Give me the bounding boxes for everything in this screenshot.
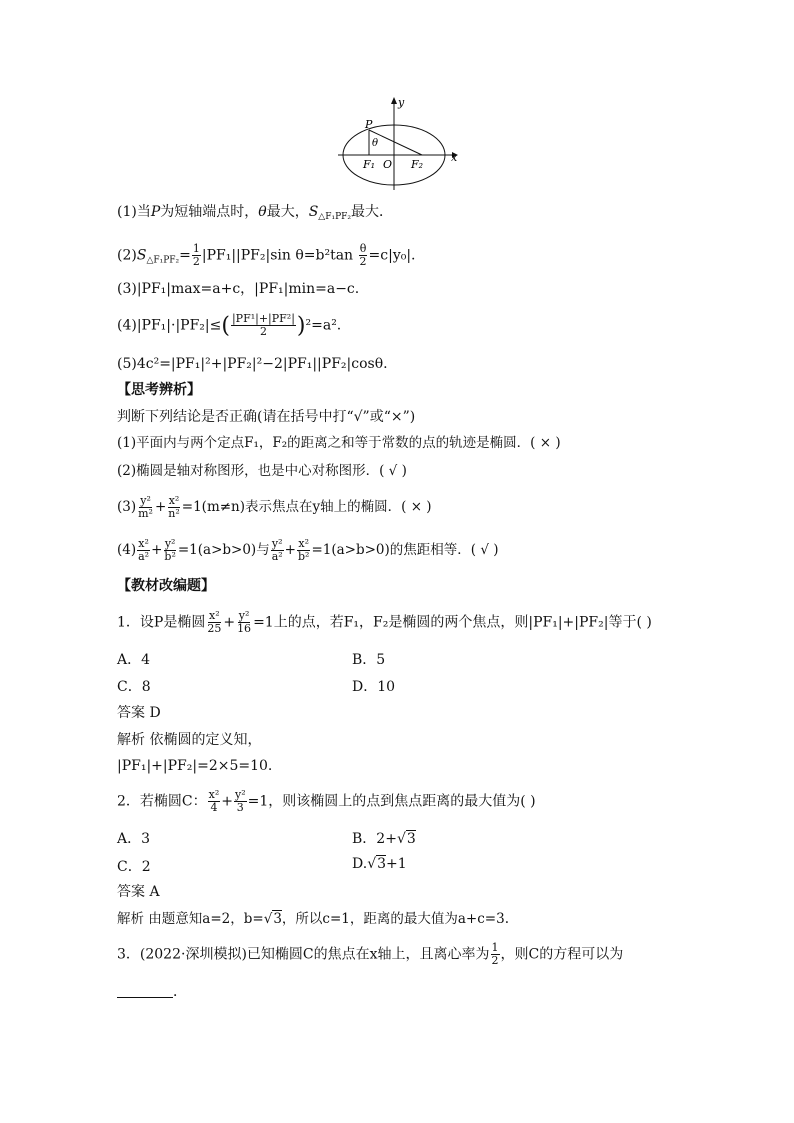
text: (1)当 bbox=[117, 204, 151, 220]
text: =c|y₀|. bbox=[368, 247, 416, 264]
text: +1 bbox=[386, 856, 407, 872]
property-5: (5)4c²=|PF₁|²+|PF₂|²−2|PF₁||PF₂|cosθ. bbox=[117, 356, 388, 372]
numerator: x² bbox=[208, 788, 220, 801]
numerator: y² bbox=[271, 537, 283, 550]
fraction-y2-a2 bbox=[271, 538, 284, 563]
denominator: 4 bbox=[210, 801, 218, 814]
numerator: x² bbox=[298, 537, 310, 550]
denominator: m² bbox=[138, 507, 153, 520]
numerator: 1 bbox=[491, 941, 499, 954]
denominator: b² bbox=[297, 550, 310, 563]
fraction-y2-16 bbox=[236, 610, 252, 635]
text: 1．设P是椭圆 bbox=[117, 614, 206, 631]
text: 最大， bbox=[266, 204, 309, 220]
text: =1上的点，若F₁，F₂是椭圆的两个焦点，则|PF₁|+|PF₂|等于( ) bbox=[253, 614, 652, 631]
sqrt-symbol: √ bbox=[396, 831, 406, 847]
fraction-x2-a2 bbox=[137, 538, 150, 563]
text: |PF₁||PF₂|sin θ=b²tan bbox=[201, 247, 358, 264]
q1-answer: 答案 D bbox=[117, 705, 161, 721]
text: + bbox=[221, 793, 233, 810]
sqrt-symbol: √ bbox=[263, 911, 273, 927]
denominator: 2 bbox=[259, 325, 267, 338]
text: 解析 由题意知a=2，b= bbox=[117, 911, 264, 927]
numerator: y² bbox=[164, 537, 176, 550]
q2-option-d[interactable] bbox=[352, 856, 407, 872]
q1-analysis: 解析 依椭圆的定义知， bbox=[117, 732, 262, 748]
f2-label: F₂ bbox=[411, 158, 424, 171]
think-q4 bbox=[117, 538, 499, 563]
q1-option-a[interactable]: A．4 bbox=[117, 652, 151, 668]
theta-label: θ bbox=[372, 138, 379, 149]
denominator: n² bbox=[168, 507, 180, 520]
textbook-heading: 【教材改编题】 bbox=[117, 578, 215, 594]
property-3: (3)|PF₁|max=a+c，|PF₁|min=a−c. bbox=[117, 281, 360, 297]
ellipse-diagram bbox=[0, 0, 794, 200]
text: ²=a². bbox=[305, 317, 342, 334]
textbook-q1 bbox=[117, 610, 652, 635]
paren-open: ( bbox=[221, 313, 230, 339]
numerator: x² bbox=[209, 609, 220, 622]
numerator: y² bbox=[234, 788, 246, 801]
think-intro: 判断下列结论是否正确(请在括号中打“√”或“×”) bbox=[117, 409, 416, 425]
var: S bbox=[136, 247, 147, 264]
fraction-y2-3 bbox=[234, 789, 247, 814]
denominator: 2 bbox=[192, 255, 200, 268]
q1-option-b[interactable]: B．5 bbox=[352, 652, 386, 668]
q2-analysis bbox=[117, 909, 509, 929]
text: =1，则该椭圆上的点到焦点距离的最大值为( ) bbox=[247, 793, 536, 810]
fraction-x2-n2 bbox=[167, 495, 181, 520]
denominator: 16 bbox=[237, 622, 252, 635]
text: ，所以c=1，距离的最大值为a+c=3. bbox=[281, 911, 509, 927]
var: θ bbox=[258, 204, 267, 220]
fraction-x2-b2 bbox=[297, 538, 310, 563]
denominator: 2 bbox=[359, 255, 367, 268]
fraction-y2-b2 bbox=[163, 538, 176, 563]
q2-option-a[interactable]: A．3 bbox=[117, 831, 151, 847]
subscript: △F₁PF₂ bbox=[146, 255, 180, 266]
f1-label: F₁ bbox=[363, 158, 376, 171]
x-label: x bbox=[451, 151, 458, 164]
q2-answer: 答案 A bbox=[117, 884, 160, 900]
text: (4) bbox=[117, 542, 137, 558]
fraction-x2-4 bbox=[208, 789, 221, 814]
fraction-half bbox=[491, 942, 500, 967]
radicand: 3 bbox=[273, 911, 282, 927]
fraction-y2-m2 bbox=[137, 495, 154, 520]
text: D. bbox=[352, 856, 368, 872]
q2-option-c[interactable]: C．2 bbox=[117, 859, 151, 875]
radicand: 3 bbox=[377, 856, 387, 872]
denominator: a² bbox=[271, 550, 283, 563]
q1-analysis-2: |PF₁|+|PF₂|=2×5=10. bbox=[117, 758, 273, 774]
fraction-x2-25 bbox=[206, 610, 222, 635]
text: + bbox=[151, 542, 163, 558]
fraction-half bbox=[192, 243, 201, 268]
fraction-mean bbox=[231, 313, 296, 338]
think-heading: 【思考辨析】 bbox=[117, 382, 201, 398]
text: (4)|PF₁|·|PF₂|≤ bbox=[117, 317, 222, 334]
think-q2: (2)椭圆是轴对称图形，也是中心对称图形．( √ ) bbox=[117, 463, 407, 479]
numerator: y² bbox=[140, 494, 151, 507]
q1-option-d[interactable]: D．10 bbox=[352, 679, 396, 695]
think-q1: (1)平面内与两个定点F₁，F₂的距离之和等于常数的点的轨迹是椭圆．( × ) bbox=[117, 435, 561, 451]
property-4 bbox=[117, 313, 341, 338]
property-2 bbox=[117, 243, 416, 271]
text: + bbox=[284, 542, 296, 558]
text: (3) bbox=[117, 499, 137, 515]
y-label: y bbox=[398, 96, 405, 109]
sqrt-symbol: √ bbox=[367, 856, 377, 872]
denominator: a² bbox=[138, 550, 150, 563]
denominator: b² bbox=[164, 550, 176, 563]
text: =1(a>b>0)与 bbox=[177, 542, 270, 558]
var: P bbox=[150, 204, 161, 220]
numerator: |PF¹|+|PF²| bbox=[231, 312, 295, 325]
text: 为短轴端点时， bbox=[160, 204, 259, 220]
text: ，则C的方程可以为 bbox=[500, 946, 624, 963]
q2-option-b[interactable] bbox=[352, 828, 416, 848]
q3-answer-line bbox=[117, 982, 187, 1002]
fraction-theta-half bbox=[359, 243, 368, 268]
text: ． bbox=[173, 984, 187, 1000]
y-arrow bbox=[391, 97, 397, 104]
denominator: 3 bbox=[236, 801, 244, 814]
text: 2．若椭圆C： bbox=[117, 793, 207, 810]
o-label: O bbox=[383, 158, 393, 171]
textbook-q2 bbox=[117, 789, 536, 814]
radicand: 3 bbox=[406, 831, 416, 847]
text: (2) bbox=[117, 247, 137, 264]
text: B．2+ bbox=[352, 831, 397, 847]
text: = bbox=[179, 247, 191, 264]
paren-close: ) bbox=[296, 313, 306, 339]
text: + bbox=[154, 499, 167, 515]
q1-option-c[interactable]: C．8 bbox=[117, 679, 151, 695]
p-label: P bbox=[365, 118, 373, 131]
numerator: x² bbox=[168, 494, 180, 507]
text: 最大． bbox=[350, 204, 393, 220]
var: S bbox=[308, 204, 319, 220]
numerator: θ bbox=[359, 242, 367, 255]
answer-blank[interactable] bbox=[117, 983, 173, 998]
subscript: △F₁PF₂ bbox=[318, 212, 351, 222]
textbook-q3 bbox=[117, 942, 623, 967]
denominator: 2 bbox=[491, 954, 499, 967]
denominator: 25 bbox=[207, 622, 222, 635]
numerator: y² bbox=[238, 609, 250, 622]
text: 3．(2022·深圳模拟)已知椭圆C的焦点在x轴上，且离心率为 bbox=[117, 946, 490, 963]
think-q3 bbox=[117, 495, 432, 520]
numerator: x² bbox=[138, 537, 149, 550]
property-1 bbox=[117, 202, 393, 227]
text: + bbox=[223, 614, 236, 631]
text: =1(m≠n)表示焦点在y轴上的椭圆．( × ) bbox=[181, 499, 432, 515]
numerator: 1 bbox=[192, 242, 200, 255]
text: =1(a>b>0)的焦距相等．( √ ) bbox=[311, 542, 499, 558]
